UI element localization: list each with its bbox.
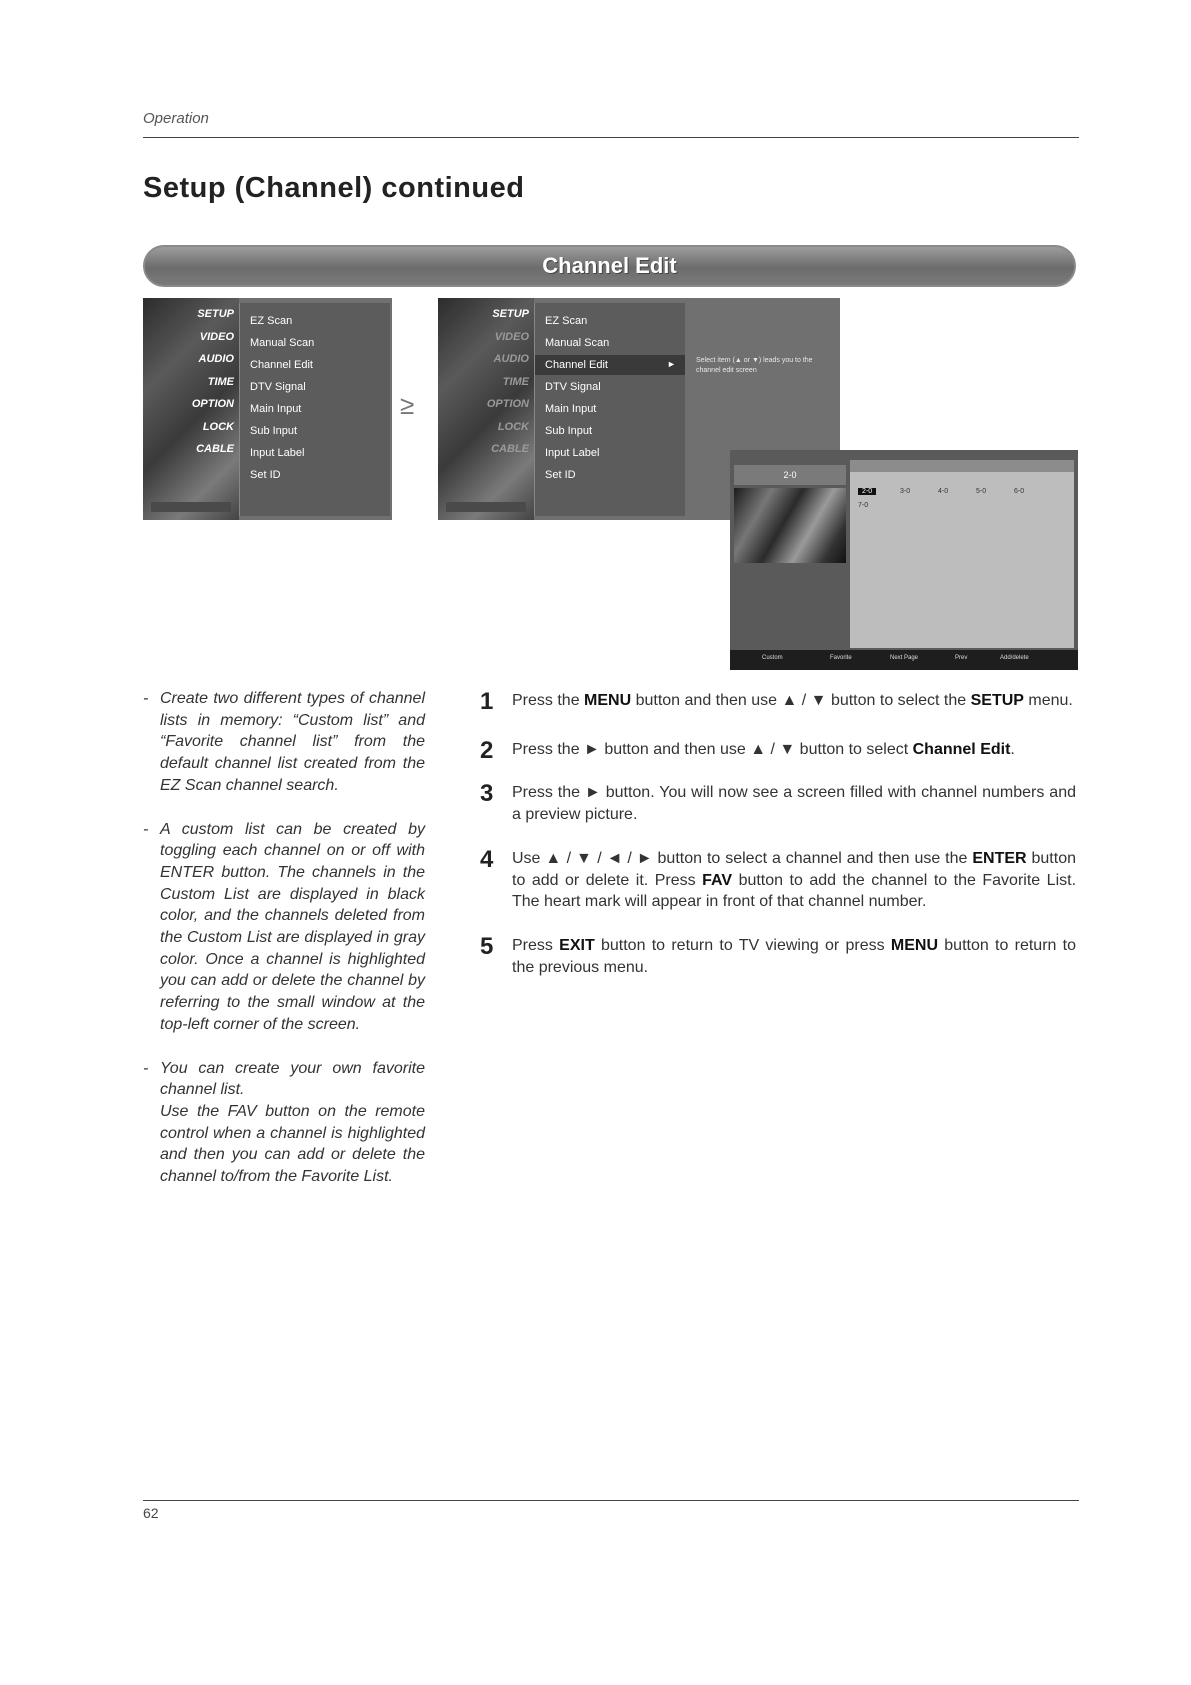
step-text: button to add the channel to the Favorite List. The heart mark will appear in front of that channel number.	[512, 871, 1077, 911]
menu-item-selected: Channel Edit	[545, 359, 608, 371]
menu-category-lock: LOCK	[202, 421, 234, 433]
channel-cell: 4-0	[938, 488, 949, 495]
channel-cell: 6-0	[1014, 488, 1025, 495]
menu-category-lock: LOCK	[497, 421, 529, 433]
step-keyword: FAV	[702, 871, 733, 889]
menu-item-list	[534, 303, 685, 516]
menu-item: Manual Scan	[545, 337, 610, 349]
menu-item: EZ Scan	[545, 315, 588, 327]
channel-grid-header	[850, 460, 1074, 472]
footer-rule	[143, 1500, 1079, 1501]
step-5	[480, 932, 1077, 978]
step-number: 3	[480, 780, 494, 808]
step-text: Press the ► button. You will now see a screen filled with channel numbers and a preview picture.	[512, 784, 1076, 824]
notes-column	[143, 688, 425, 1188]
menu-category-video: VIDEO	[494, 331, 529, 343]
menu-item: EZ Scan	[250, 315, 293, 327]
menu-hint-text: Select item (▲ or ▼) leads you to the channel edit screen	[696, 357, 813, 374]
channel-edit-banner	[143, 245, 1076, 287]
footer-item: Custom	[762, 655, 783, 661]
menu-item: Channel Edit	[250, 359, 313, 371]
preview-picture	[734, 488, 846, 563]
menu-category-setup: SETUP	[197, 308, 234, 320]
step-text: button to add or delete it. Press	[512, 849, 1076, 889]
step-keyword: SETUP	[970, 692, 1024, 709]
next-step-arrow-icon: ≥	[400, 390, 415, 420]
footer-item: Prev	[955, 655, 968, 661]
note-item	[143, 1058, 425, 1188]
current-channel-label: 2-0	[734, 465, 846, 485]
menu-item-list	[239, 303, 390, 516]
step-keyword: MENU	[890, 936, 939, 954]
channel-cell: 7-0	[858, 502, 869, 509]
menu-item: Sub Input	[545, 425, 593, 437]
banner-title: Channel Edit	[542, 253, 677, 278]
menu-nav-hint-bar	[151, 502, 231, 512]
step-4	[480, 845, 1077, 913]
step-keyword: EXIT	[559, 936, 595, 954]
channel-cell-selected: 2-0	[858, 488, 876, 495]
note-text: A custom list can be created by toggling each channel on or off with ENTER button. The channels in the Custom List are displayed in black color, and the channels deleted from the Custom List are displayed in gray color. Once a channel is highlighted you can add or delete the channel by referring to the small window at the top-left corner of the screen.	[160, 820, 425, 1033]
step-text: .	[1010, 740, 1015, 758]
step-keyword: ENTER	[972, 849, 1027, 867]
menu-nav-hint-bar	[446, 502, 526, 512]
step-text: menu.	[1023, 692, 1073, 709]
menu-category-cable: CABLE	[196, 443, 234, 455]
menu-item: DTV Signal	[250, 381, 306, 393]
step-keyword: Channel Edit	[912, 740, 1011, 758]
menu-item: Input Label	[250, 447, 305, 459]
channel-cell: 3-0	[900, 488, 911, 495]
menu-item: Main Input	[545, 403, 597, 415]
step-number: 1	[480, 688, 494, 715]
menu-item: Set ID	[545, 469, 576, 481]
step-number: 4	[480, 845, 494, 873]
note-text: You can create your own favorite channel list.	[160, 1059, 425, 1099]
step-text: button to return to the previous menu.	[512, 936, 1077, 976]
step-3	[480, 782, 1076, 825]
page-title: Setup (Channel) continued	[143, 172, 525, 204]
step-text: Press the ► button and then use ▲ / ▼ button to select	[512, 740, 913, 758]
note-text: Use the FAV button on the remote control when a channel is highlighted and then you can add or delete the channel to/from the Favorite List.	[160, 1102, 425, 1186]
note-text: Create two different types of channel lists in memory: “Custom list” and “Favorite channel list” from the default channel list created from the EZ Scan channel search.	[160, 690, 425, 794]
submenu-arrow-icon: ►	[667, 359, 676, 369]
step-number: 5	[480, 932, 494, 960]
note-item	[143, 819, 425, 1036]
menu-category-option: OPTION	[191, 398, 234, 410]
page-number: 62	[143, 1505, 159, 1521]
step-2	[480, 736, 1076, 764]
menu-category-audio: AUDIO	[198, 353, 234, 365]
footer-item: Next Page	[890, 655, 919, 661]
menu-category-video: VIDEO	[199, 331, 234, 343]
channel-edit-screen	[730, 450, 1078, 670]
channel-edit-footer	[730, 650, 1078, 670]
step-text: button and then use ▲ / ▼ button to select the	[631, 692, 971, 709]
step-text: Use ▲ / ▼ / ◄ / ► button to select a channel and then use the	[512, 849, 973, 867]
note-item	[143, 688, 425, 797]
menu-category-setup: SETUP	[492, 308, 529, 320]
step-text: Press	[512, 936, 560, 954]
menu-category-time: TIME	[207, 376, 234, 388]
note-dash: -	[143, 1059, 149, 1077]
step-number: 2	[480, 736, 494, 764]
menu-item: Manual Scan	[250, 337, 315, 349]
section-label: Operation	[143, 110, 209, 127]
footer-item: Add/delete	[1000, 655, 1029, 661]
channel-cell: 5-0	[976, 488, 987, 495]
step-keyword: MENU	[584, 692, 632, 709]
menu-item: Main Input	[250, 403, 302, 415]
menu-category-time: TIME	[502, 376, 529, 388]
menu-item: DTV Signal	[545, 381, 601, 393]
menu-item: Sub Input	[250, 425, 298, 437]
menu-category-option: OPTION	[486, 398, 529, 410]
menu-item: Set ID	[250, 469, 281, 481]
step-text: Press the	[512, 692, 585, 709]
header-rule	[143, 137, 1079, 138]
setup-menu-screenshot	[143, 298, 392, 520]
steps-column	[480, 690, 1076, 978]
footer-item: Favorite	[830, 655, 852, 661]
menu-item: Input Label	[545, 447, 600, 459]
menu-category-cable: CABLE	[491, 443, 529, 455]
step-text: button to return to TV viewing or press	[594, 936, 891, 954]
note-dash: -	[143, 820, 149, 838]
channel-grid	[850, 460, 1074, 648]
menu-category-audio: AUDIO	[493, 353, 529, 365]
step-1	[480, 688, 1076, 715]
note-dash: -	[143, 690, 149, 707]
